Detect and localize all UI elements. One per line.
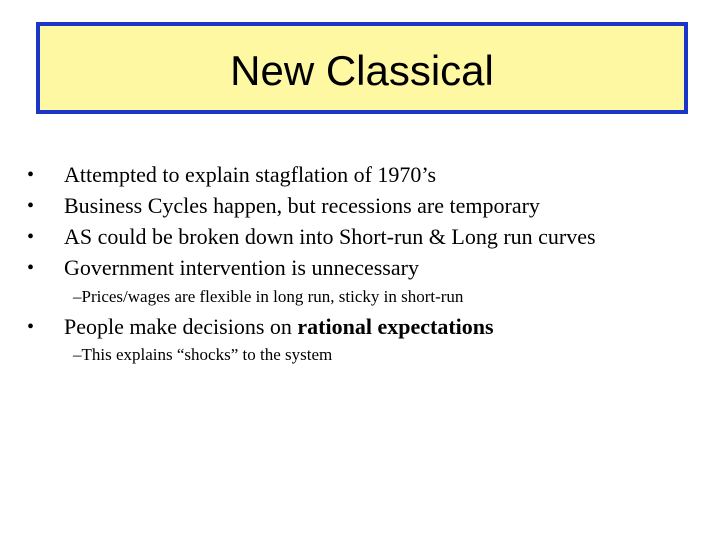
bullet-text: Government intervention is unnecessary: [64, 255, 419, 280]
bullet-text-prefix: People make decisions on: [64, 314, 298, 339]
bullet-text: Attempted to explain stagflation of 1970’s: [64, 162, 437, 187]
bullet-dot: •: [27, 195, 35, 217]
bullet-dot: •: [27, 164, 35, 186]
bullet-text: AS could be broken down into Short-run & Long run curves: [64, 224, 596, 249]
sub-bullet: –This explains “shocks” to the system: [73, 345, 333, 364]
sub-bullet: –Prices/wages are flexible in long run, sticky in short-run: [73, 287, 464, 306]
bullet-dot: •: [27, 316, 35, 338]
slide-title: New Classical: [230, 47, 494, 94]
bullet-text: [64, 312, 494, 342]
bullet-text: Business Cycles happen, but recessions are temporary: [64, 193, 540, 218]
bullet-dot: •: [27, 226, 35, 248]
bullet-dot: •: [27, 257, 35, 279]
bullet-emphasis: rational expectations: [297, 314, 494, 339]
